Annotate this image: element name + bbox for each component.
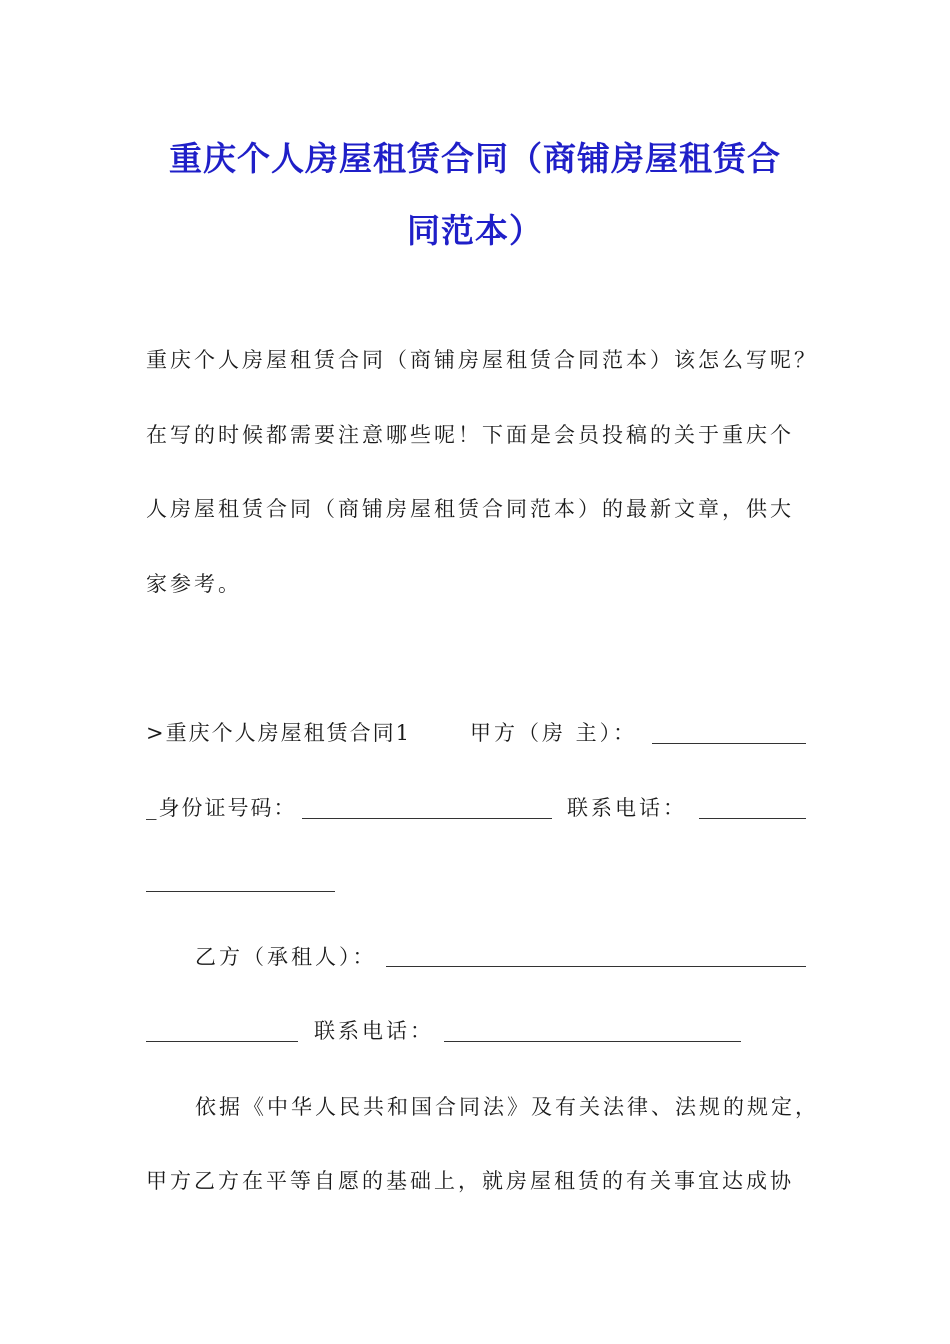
- intro-line-2: 在写的时候都需要注意哪些呢！下面是会员投稿的关于重庆个: [146, 423, 794, 447]
- party-b-blank: [386, 948, 806, 967]
- phone-label-2: 联系电话：: [314, 1019, 434, 1043]
- contract-heading: >重庆个人房屋租赁合同1: [146, 721, 411, 745]
- id-number-label: _身份证号码：: [146, 796, 297, 820]
- phone-blank-1b: [146, 873, 335, 892]
- paragraph-1-line-1: 依据《中华人民共和国合同法》及有关法律、法规的规定，: [195, 1095, 819, 1119]
- intro-line-1: 重庆个人房屋租赁合同（商铺房屋租赁合同范本）该怎么写呢？: [146, 348, 818, 372]
- party-b-blank-continued: [146, 1023, 298, 1042]
- paragraph-1-line-2: 甲方乙方在平等自愿的基础上，就房屋租赁的有关事宜达成协: [146, 1169, 794, 1193]
- party-a-label: 甲方（房 主）：: [470, 721, 638, 745]
- intro-line-4: 家参考。: [146, 572, 242, 596]
- id-number-blank: [302, 800, 552, 819]
- phone-blank-1a: [699, 800, 806, 819]
- document-title-line-1: 重庆个人房屋租赁合同（商铺房屋租赁合: [169, 139, 781, 178]
- phone-blank-2: [444, 1023, 741, 1042]
- phone-label-1: 联系电话：: [567, 796, 687, 820]
- intro-line-3: 人房屋租赁合同（商铺房屋租赁合同范本）的最新文章，供大: [146, 497, 794, 521]
- party-a-blank: [652, 725, 806, 744]
- document-title-line-2: 同范本）: [407, 211, 543, 250]
- party-b-label: 乙方（承租人）：: [195, 945, 377, 969]
